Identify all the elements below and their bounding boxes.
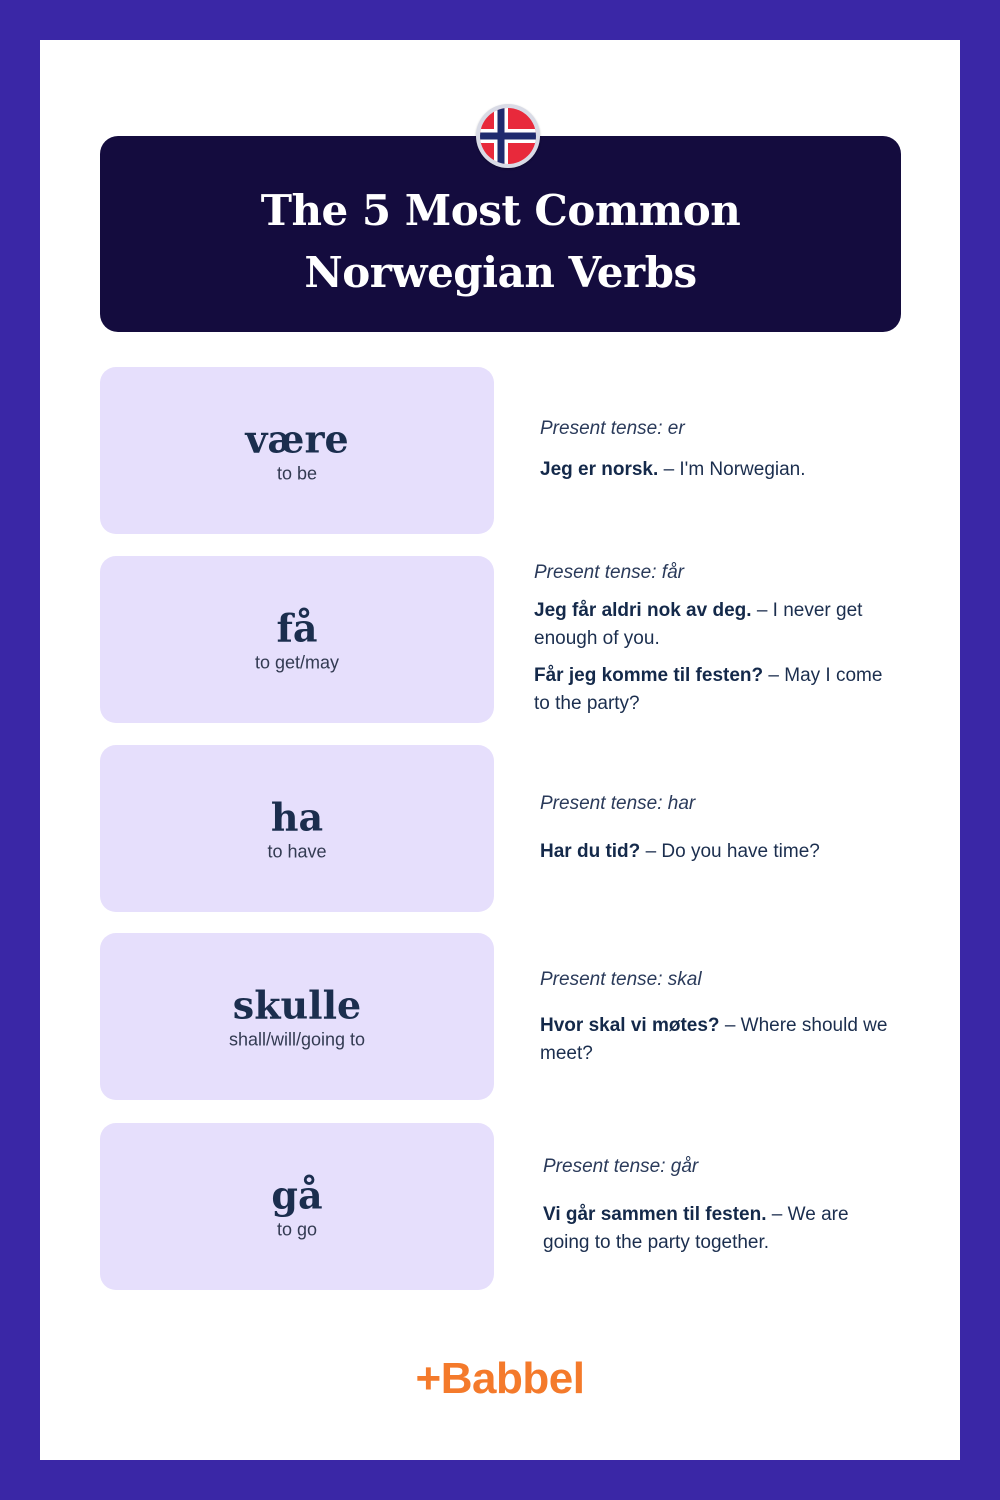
present-tense-label: Present tense: er <box>540 418 685 439</box>
example-english: – Do you have time? <box>645 841 820 862</box>
example-norwegian: Jeg får aldri nok av deg. <box>534 600 752 621</box>
verb-meaning: to be <box>276 463 318 483</box>
present-tense-label: Present tense: får <box>534 562 684 583</box>
verb-meaning: shall/will/going to <box>228 1029 366 1049</box>
verb-info-ha <box>540 790 900 866</box>
babbel-logo: +Babbel <box>415 1354 585 1403</box>
example-english: – We are going to the party together. <box>543 1204 849 1253</box>
example-norwegian: Hvor skal vi møtes? <box>540 1015 720 1036</box>
title-line-1: The 5 Most Common <box>260 186 741 235</box>
example-english: – I'm Norwegian. <box>663 459 806 480</box>
present-tense-label: Present tense: har <box>540 793 696 814</box>
verb-info-vaere <box>540 415 900 484</box>
example-sentence <box>540 1012 890 1068</box>
page-title <box>100 180 901 304</box>
verb-card-vaere <box>100 367 494 534</box>
verb-word: gå <box>271 1172 323 1217</box>
example-english: – May I come to the party? <box>534 665 883 714</box>
verb-word: få <box>276 605 318 650</box>
example-norwegian: Vi går sammen til festen. <box>543 1204 767 1225</box>
title-line-2: Norwegian Verbs <box>304 248 697 297</box>
example-norwegian: Får jeg komme til festen? <box>534 665 764 686</box>
verb-card-ga <box>100 1123 494 1290</box>
infographic-card <box>40 40 960 1460</box>
example-english: – I never get enough of you. <box>534 600 863 649</box>
example-norwegian: Jeg er norsk. <box>540 459 659 480</box>
verb-info-ga <box>543 1153 893 1257</box>
example-sentence <box>543 1201 893 1257</box>
example-sentence <box>534 662 894 718</box>
example-sentence <box>534 597 894 653</box>
verb-info-fa <box>534 559 894 718</box>
verb-info-skulle <box>540 966 890 1068</box>
verb-card-skulle <box>100 933 494 1100</box>
present-tense-label: Present tense: skal <box>540 969 702 990</box>
norway-flag-icon <box>476 104 540 168</box>
verb-word: skulle <box>232 982 362 1027</box>
present-tense-label: Present tense: går <box>543 1156 699 1177</box>
verb-meaning: to have <box>267 841 327 861</box>
verb-word: være <box>245 416 349 461</box>
verb-meaning: to get/may <box>254 652 340 672</box>
verb-meaning: to go <box>276 1219 318 1239</box>
verb-word: ha <box>270 794 324 839</box>
verb-card-fa <box>100 556 494 723</box>
example-sentence <box>540 456 900 484</box>
verb-card-ha <box>100 745 494 912</box>
example-norwegian: Har du tid? <box>540 841 641 862</box>
example-english: – Where should we meet? <box>540 1015 888 1064</box>
example-sentence <box>540 838 900 866</box>
